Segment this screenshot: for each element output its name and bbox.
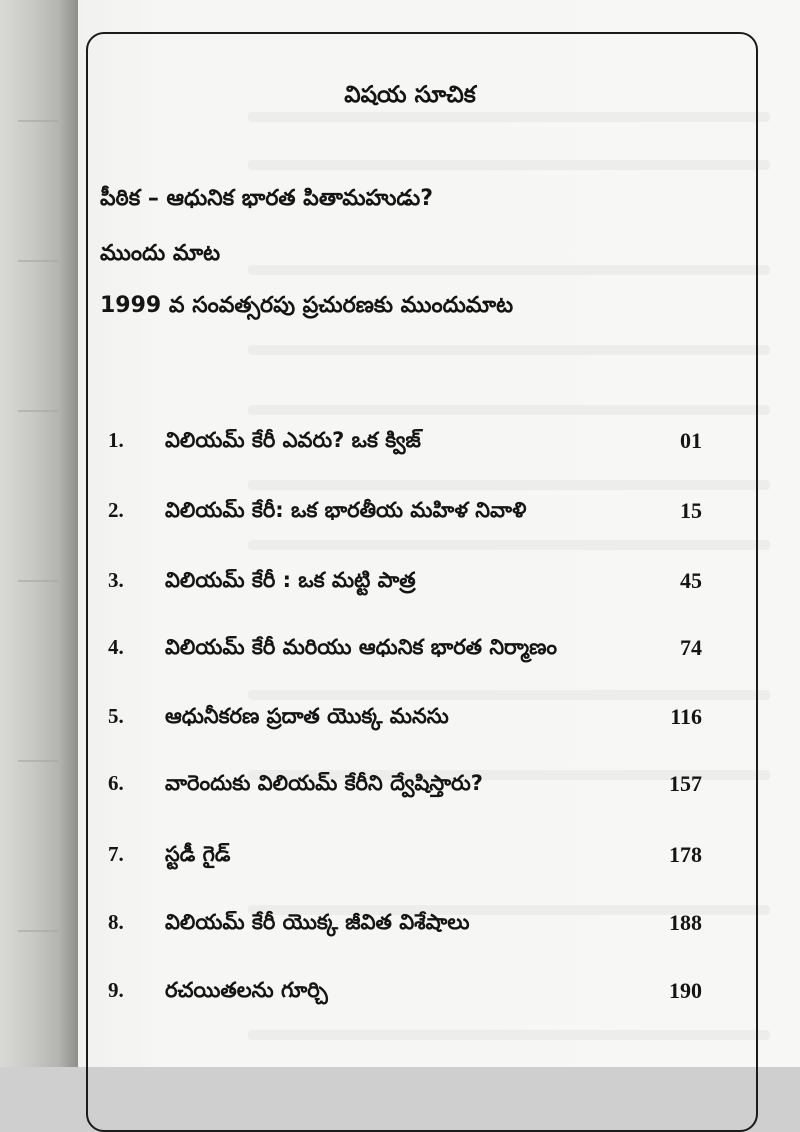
toc-entry-2 (0, 498, 800, 534)
chapter-number: 1. (108, 428, 124, 452)
chapter-page: 157 (669, 771, 702, 796)
chapter-number: 2. (108, 498, 124, 522)
chapter-title: విలియమ్ కేరీ యొక్క జీవిత విశేషాలు (165, 910, 470, 934)
chapter-title: విలియమ్ కేరీ : ఒక మట్టి పాత్ర (165, 568, 416, 592)
chapter-number: 7. (108, 842, 124, 866)
chapter-title: విలియమ్ కేరీ మరియు ఆధునిక భారత నిర్మాణం (165, 635, 558, 659)
front-matter-1999-foreword: 1999 వ సంవత్సరపు ప్రచురణకు ముందుమాట (100, 293, 514, 318)
chapter-page: 45 (680, 568, 702, 593)
toc-entry-8 (0, 910, 800, 946)
chapter-page: 190 (669, 978, 702, 1003)
contents-title: విషయ సూచిక (344, 82, 476, 108)
chapter-title: రచయితలను గూర్చి (165, 978, 328, 1002)
chapter-number: 9. (108, 978, 124, 1002)
chapter-number: 5. (108, 704, 124, 728)
front-matter-foreword: ముందు మాట (100, 241, 221, 266)
chapter-title: స్టడీ గైడ్ (165, 842, 231, 866)
chapter-number: 4. (108, 635, 124, 659)
chapter-page: 188 (669, 910, 702, 935)
toc-entry-9 (0, 978, 800, 1014)
chapter-title: ఆధునీకరణ ప్రదాత యొక్క మనసు (165, 704, 449, 728)
chapter-number: 8. (108, 910, 124, 934)
toc-entry-4 (0, 635, 800, 671)
chapter-title: విలియమ్ కేరీ ఎవరు? ఒక క్విజ్ (165, 428, 421, 452)
front-matter-preface: పీఠిక – ఆధునిక భారత పితామహుడు? (100, 186, 434, 211)
chapter-title: విలియమ్ కేరీ: ఒక భారతీయ మహిళ నివాళి (165, 498, 527, 522)
chapter-number: 6. (108, 771, 124, 795)
chapter-page: 15 (680, 498, 702, 523)
chapter-number: 3. (108, 568, 124, 592)
chapter-page: 178 (669, 842, 702, 867)
toc-entry-6 (0, 771, 800, 807)
chapter-page: 116 (670, 704, 702, 729)
chapter-page: 01 (680, 428, 702, 453)
toc-entry-5 (0, 704, 800, 740)
toc-entry-1 (0, 428, 800, 464)
chapter-title: వారెందుకు విలియమ్ కేరీని ద్వేషిస్తారు? (165, 771, 483, 795)
toc-entry-3 (0, 568, 800, 604)
toc-entry-7 (0, 842, 800, 878)
chapter-page: 74 (680, 635, 702, 660)
